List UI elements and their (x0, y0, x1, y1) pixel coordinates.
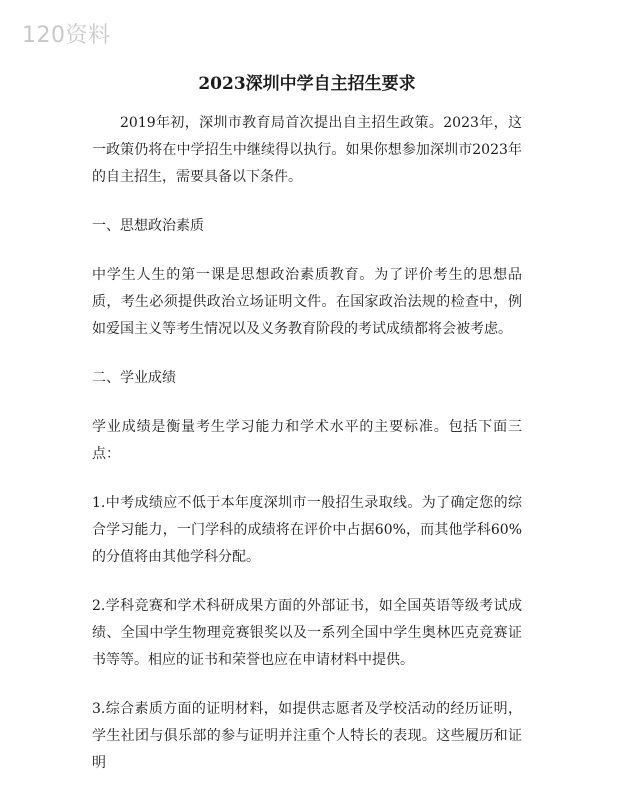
paragraph-gap (92, 674, 522, 696)
paragraph-gap (92, 571, 522, 593)
paragraph-gap (92, 191, 522, 213)
section-body-politics: 中学生人生的第一课是思想政治素质教育。为了评价考生的思想品质，考生必须提供政治立场证明文件。在国家政治法规的检查中，例如爱国主义等考生情况以及义务教育阶段的考试成绩都将会被考虑。 (92, 267, 522, 337)
section-heading-politics: 一、思想政治素质 (92, 218, 204, 234)
paragraph-gap (92, 343, 522, 365)
document-page (92, 72, 522, 777)
document-title: 2023深圳中学自主招生要求 (198, 74, 416, 94)
list-item-point-2: 2.学科竞赛和学术科研成果方面的外部证书，如全国英语等级考试成绩、全国中学生物理竞赛银奖以及一系列全国中学生奥林匹克竞赛证书等等。相应的证书和荣誉也应在申请材料中提供。 (92, 598, 522, 668)
list-item-point-3: 3.综合素质方面的证明材料，如提供志愿者及学校活动的经历证明，学生社团与俱乐部的参与证明并注重个人特长的表现。这些履历和证明 (92, 701, 522, 771)
intro-paragraph: 2019年初，深圳市教育局首次提出自主招生政策。2023年，这一政策仍将在中学招生中继续得以执行。如果你想参加深圳市2023年的自主招生，需要具备以下条件。 (92, 115, 522, 185)
list-item-point-1: 1.中考成绩应不低于本年度深圳市一般招生录取线。为了确定您的综合学习能力，一门学科的成绩将在评价中占据60%，而其他学科60%的分值将由其他学科分配。 (92, 495, 522, 565)
watermark-logo: 120资料 (22, 23, 111, 48)
section-heading-academics: 二、学业成绩 (92, 370, 176, 386)
section-intro-academics: 学业成绩是衡量考生学习能力和学术水平的主要标准。包括下面三点： (92, 419, 522, 462)
paragraph-gap (92, 468, 522, 490)
paragraph-gap (92, 240, 522, 262)
paragraph-gap (92, 392, 522, 414)
